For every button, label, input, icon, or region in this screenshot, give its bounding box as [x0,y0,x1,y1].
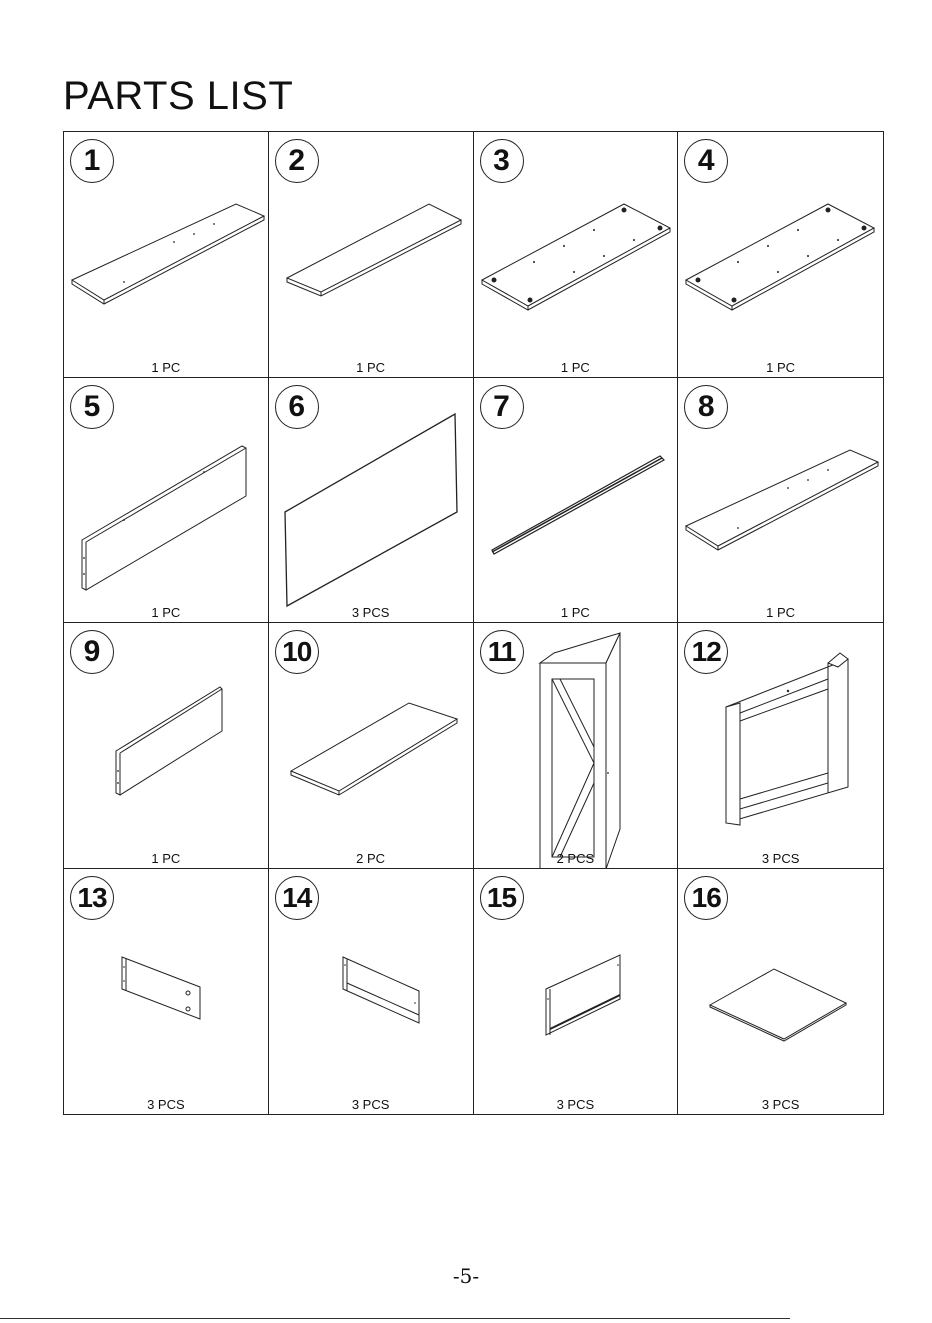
part-quantity: 2 PC [356,850,386,866]
page-title: PARTS LIST [63,74,294,118]
part-quantity: 3 PCS [351,605,390,620]
part-number-badge: 15 [480,876,524,920]
part-quantity: 1 PC [766,605,796,620]
part-illustration-5 [64,378,269,624]
part-illustration-1 [64,132,269,378]
part-number-badge: 1 [70,139,114,183]
part-illustration-15 [474,869,679,1115]
part-number-badge: 5 [70,385,114,429]
part-cell-7 [474,378,679,624]
part-number-badge: 8 [684,385,728,429]
part-illustration-6 [269,378,474,624]
part-quantity: 1 PC [151,605,181,620]
part-number-badge: 9 [70,630,114,674]
part-illustration-14 [269,869,474,1115]
part-cell-15 [474,869,679,1115]
part-number-badge: 7 [480,385,524,429]
part-quantity: 1 PC [560,605,590,620]
part-cell-2 [269,132,474,378]
parts-grid [63,131,884,1115]
part-cell-6 [269,378,474,624]
part-cell-4 [678,132,883,378]
part-quantity: 1 PC [766,359,796,375]
part-cell-16 [678,869,883,1115]
part-cell-9 [64,623,269,869]
part-illustration-13 [64,869,269,1115]
part-illustration-8 [678,378,883,624]
part-number-badge: 14 [275,876,319,920]
part-illustration-12 [678,623,883,869]
part-cell-11 [474,623,679,869]
part-quantity: 2 PCS [556,850,595,866]
page-number: -5- [452,1264,480,1288]
part-quantity: 3 PCS [147,1097,185,1112]
part-illustration-4 [678,132,883,378]
part-cell-8 [678,378,883,624]
part-quantity: 3 PCS [351,1097,390,1112]
part-illustration-11 [474,623,679,869]
part-illustration-7 [474,378,679,624]
part-quantity: 3 PCS [556,1097,595,1112]
part-cell-14 [269,869,474,1115]
part-illustration-10 [269,623,474,869]
part-illustration-3 [474,132,679,378]
part-quantity: 1 PC [151,359,181,375]
part-cell-12 [678,623,883,869]
part-number-badge: 12 [684,630,728,674]
part-cell-13 [64,869,269,1115]
part-quantity: 3 PCS [761,1097,800,1112]
part-number-badge: 3 [480,139,524,183]
bottom-rule [0,1318,790,1319]
part-cell-5 [64,378,269,624]
part-cell-1 [64,132,269,378]
part-number-badge: 11 [480,630,524,674]
part-number-badge: 2 [275,139,319,183]
part-illustration-9 [64,623,269,869]
part-illustration-16 [678,869,883,1115]
part-number-badge: 4 [684,139,728,183]
part-quantity: 1 PC [560,359,590,375]
part-illustration-2 [269,132,474,378]
part-number-badge: 13 [70,876,114,920]
part-number-badge: 16 [684,876,728,920]
part-quantity: 1 PC [151,850,181,866]
part-quantity: 3 PCS [761,850,800,866]
part-quantity: 1 PC [356,359,386,375]
part-cell-10 [269,623,474,869]
part-number-badge: 6 [275,385,319,429]
part-cell-3 [474,132,679,378]
part-number-badge: 10 [275,630,319,674]
